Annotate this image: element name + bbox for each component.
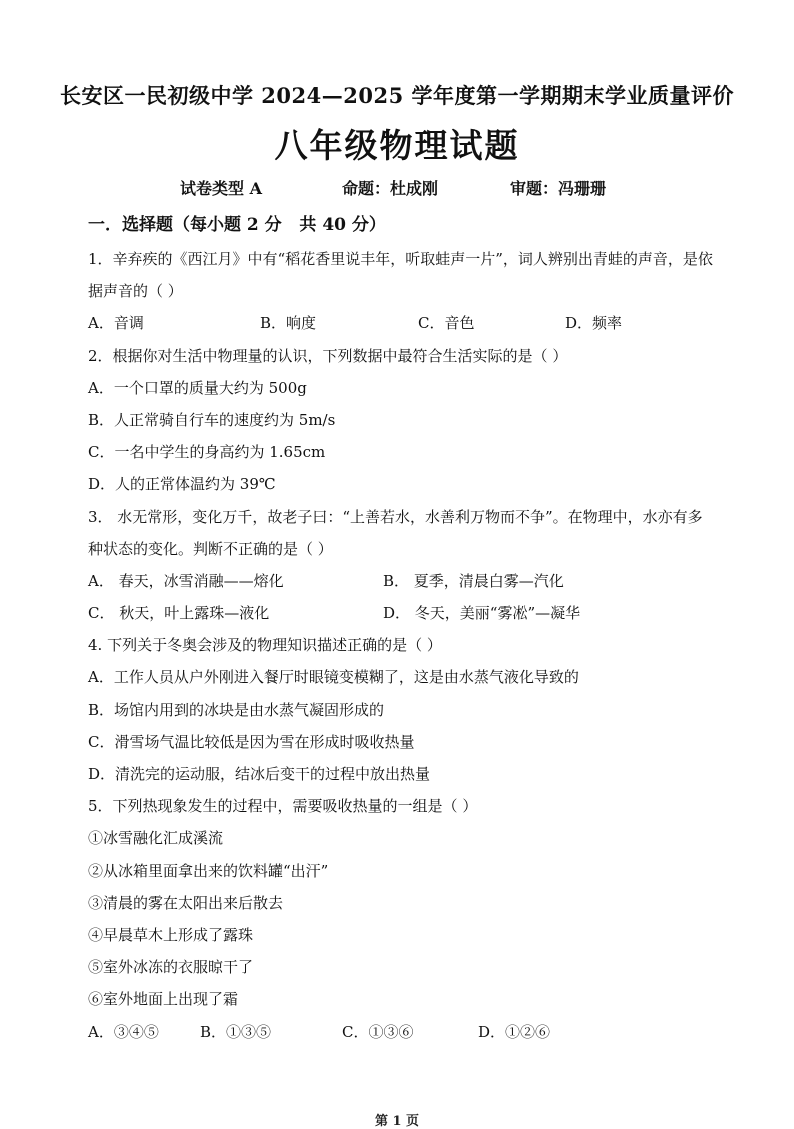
- question-stem: 1．辛弃疾的《西江月》中有“稻花香里说丰年，听取蛙声一片”，词人辨别出青蛙的声音，是依: [88, 250, 713, 268]
- option-d: D．①②⑥: [478, 1022, 551, 1041]
- option-a: A．一个口罩的质量大约为 500g: [88, 378, 307, 397]
- list-item: ②从冰箱里面拿出来的饮料罐“出汗”: [88, 861, 329, 880]
- question-stem: 种状态的变化。判断不正确的是（ ）: [88, 539, 333, 558]
- question-5: [88, 790, 748, 1048]
- paper-type: 试卷类型 A: [180, 179, 262, 198]
- question-stem: 2．根据你对生活中物理量的认识，下列数据中最符合生活实际的是（ ）: [88, 346, 568, 365]
- option-b: B．人正常骑自行车的速度约为 5m/s: [88, 410, 336, 429]
- question-4: [88, 629, 748, 790]
- page-number: 第 1 页: [374, 1114, 420, 1129]
- list-item: ⑤室外冰冻的衣服晾干了: [88, 958, 254, 977]
- option-d: D．人的正常体温约为 39℃: [88, 475, 276, 494]
- question-stem: 据声音的（ ）: [88, 282, 183, 301]
- question-stem: 3． 水无常形，变化万千，故老子曰：“上善若水，水善利万物而不争”。在物理中，水亦有多: [88, 507, 703, 526]
- reviewer: 审题：冯珊珊: [510, 179, 607, 198]
- option-c: C．滑雪场气温比较低是因为雪在形成时吸收热量: [88, 732, 415, 751]
- option-a: A．工作人员从户外刚进入餐厅时眼镜变模糊了，这是由水蒸气液化导致的: [88, 668, 579, 687]
- option-c: C．音色: [418, 314, 475, 333]
- option-c: C．一名中学生的身高约为 1.65cm: [88, 443, 326, 462]
- question-2: [88, 340, 748, 501]
- list-item: ①冰雪融化汇成溪流: [88, 829, 224, 848]
- section-title: 一．选择题（每小题 2 分 共 40 分）: [88, 215, 386, 235]
- option-b: B．①③⑤: [200, 1022, 272, 1041]
- question-list: [88, 243, 748, 1048]
- option-c: C．①③⑥: [342, 1022, 414, 1041]
- list-item: ③清晨的雾在太阳出来后散去: [88, 893, 284, 912]
- option-row: [88, 1016, 748, 1048]
- option-b: B． 夏季，清晨白雾—汽化: [383, 571, 564, 590]
- school-title: 长安区一民初级中学 2024—2025 学年度第一学期期末学业质量评价: [59, 83, 734, 108]
- option-a: A． 春天，冰雪消融——熔化: [88, 571, 284, 590]
- option-d: D．清洗完的运动服，结冰后变干的过程中放出热量: [88, 765, 431, 783]
- option-d: D．频率: [565, 314, 623, 333]
- option-a: A．音调: [88, 314, 144, 333]
- option-b: B．响度: [260, 314, 317, 333]
- author: 命题：杜成刚: [342, 179, 439, 198]
- question-stem: 4. 下列关于冬奥会涉及的物理知识描述正确的是（ ）: [88, 636, 442, 655]
- question-3: [88, 501, 748, 630]
- option-row: [88, 597, 748, 629]
- question-1: [88, 243, 748, 340]
- option-d: D． 冬天，美丽“雾凇”—凝华: [383, 604, 581, 623]
- option-row: [88, 307, 748, 339]
- exam-title: 八年级物理试题: [274, 126, 520, 165]
- exam-meta: [180, 176, 640, 200]
- list-item: ④早晨草木上形成了露珠: [88, 925, 254, 944]
- option-c: C． 秋天，叶上露珠—液化: [88, 604, 270, 623]
- option-row: [88, 565, 748, 597]
- option-b: B．场馆内用到的冰块是由水蒸气凝固形成的: [88, 700, 385, 719]
- list-item: ⑥室外地面上出现了霜: [88, 990, 239, 1009]
- question-stem: 5．下列热现象发生的过程中，需要吸收热量的一组是（ ）: [88, 797, 478, 816]
- option-a: A．③④⑤: [88, 1022, 159, 1041]
